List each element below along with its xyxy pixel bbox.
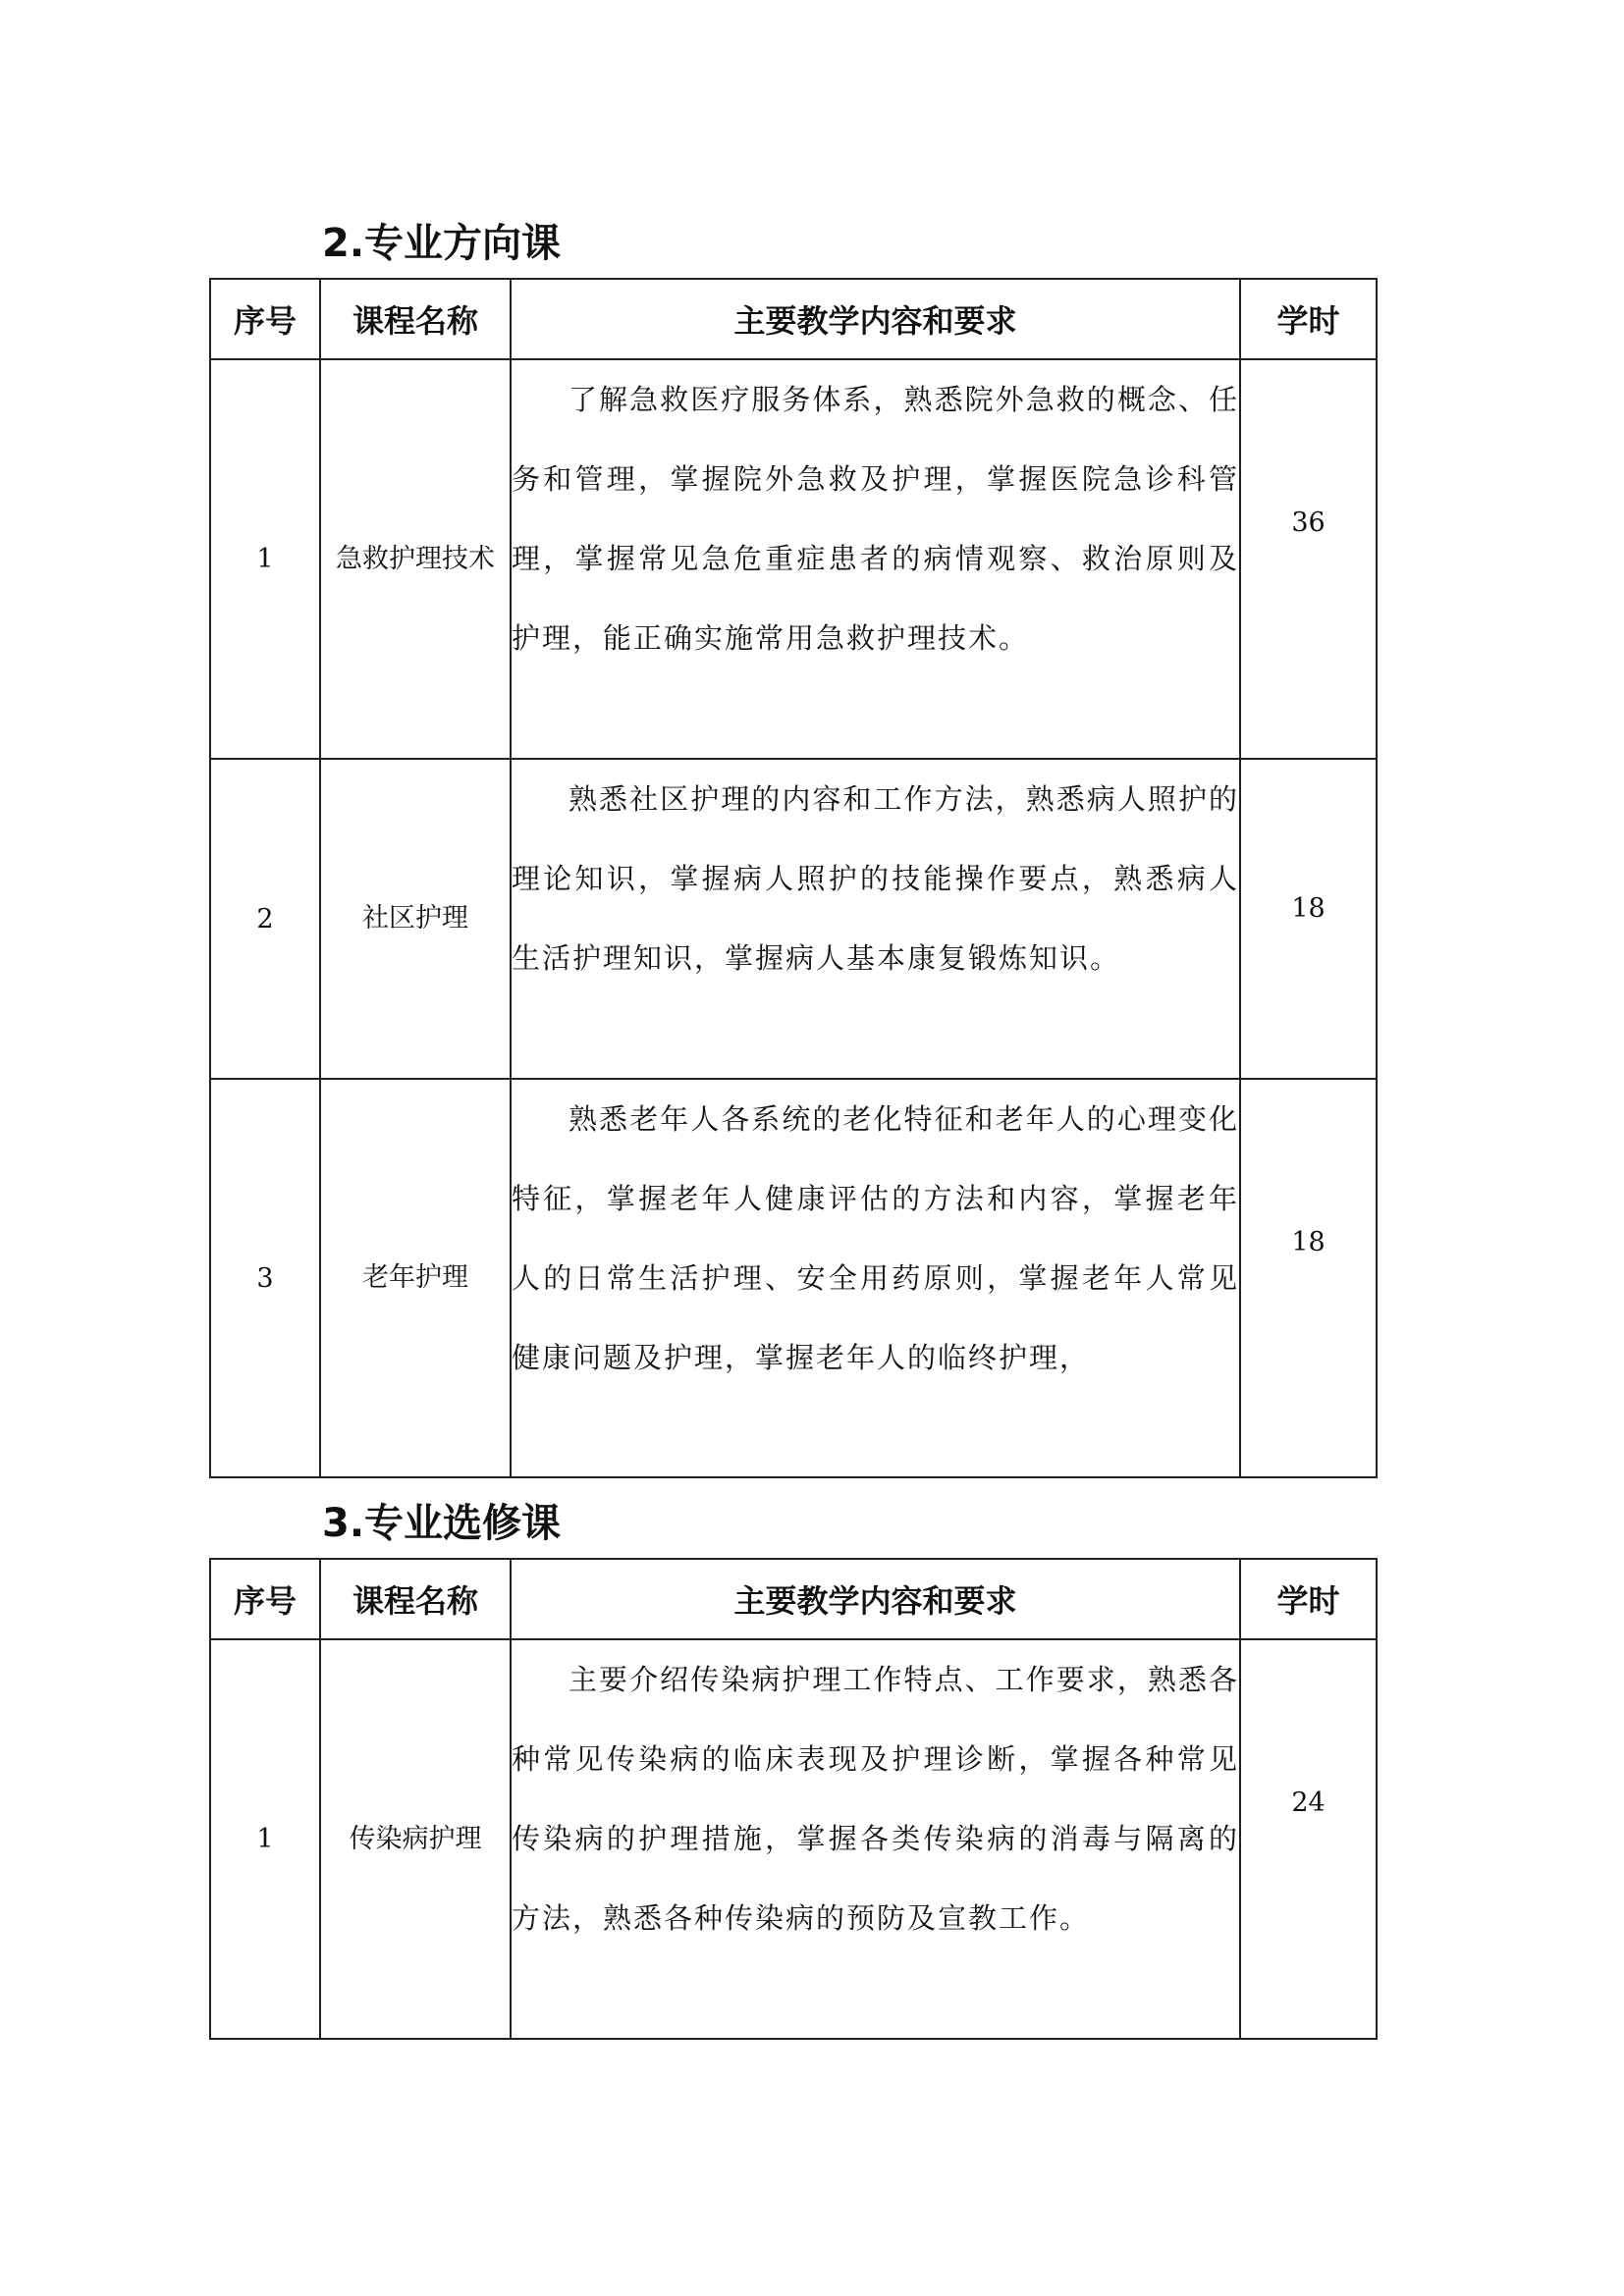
header-content: 主要教学内容和要求 [511,1559,1240,1639]
row-content [511,759,1240,1079]
row-hours-value: 18 [1291,1227,1326,1257]
header-no: 序号 [210,279,320,359]
table-row [210,359,1377,759]
row-course-name: 传染病护理 [320,1639,511,2039]
professional-direction-course-table [209,278,1378,1478]
table-row [210,759,1377,1079]
row-content-text: 熟悉社区护理的内容和工作方法，熟悉病人照护的理论知识，掌握病人照护的技能操作要点，熟悉病人生活护理知识，掌握病人基本康复锻炼知识。 [512,782,1239,975]
row-content-text: 主要介绍传染病护理工作特点、工作要求，熟悉各种常见传染病的临床表现及护理诊断，掌握各种常见传染病的护理措施，掌握各类传染病的消毒与隔离的方法，熟悉各种传染病的预防及宣教工作。 [512,1663,1239,1935]
row-hours [1240,1079,1377,1477]
row-no: 2 [210,759,320,1079]
table-row [210,1639,1377,2039]
section-2-title: 2.专业方向课 [322,221,562,266]
row-course-name: 社区护理 [320,759,511,1079]
table-header-row [210,279,1377,359]
row-content-text: 熟悉老年人各系统的老化特征和老年人的心理变化特征，掌握老年人健康评估的方法和内容，掌握老年人的日常生活护理、安全用药原则，掌握老年人常见健康问题及护理，掌握老年人的临终护理， [512,1102,1239,1374]
row-course-name: 急救护理技术 [320,359,511,759]
row-hours-value: 24 [1291,1788,1326,1818]
row-hours-value: 18 [1291,893,1326,924]
header-course-name: 课程名称 [320,279,511,359]
header-no: 序号 [210,1559,320,1639]
header-hours: 学时 [1240,1559,1377,1639]
header-course-name: 课程名称 [320,1559,511,1639]
professional-elective-course-table [209,1558,1378,2040]
header-hours: 学时 [1240,279,1377,359]
row-no: 1 [210,359,320,759]
row-hours [1240,759,1377,1079]
row-content [511,1639,1240,2039]
header-content: 主要教学内容和要求 [511,279,1240,359]
table-header-row [210,1559,1377,1639]
table-row [210,1079,1377,1477]
row-hours-value: 36 [1291,507,1326,538]
section-3-title: 3.专业选修课 [322,1501,562,1546]
row-hours [1240,1639,1377,2039]
row-no: 3 [210,1079,320,1477]
row-hours [1240,359,1377,759]
row-course-name: 老年护理 [320,1079,511,1477]
row-no: 1 [210,1639,320,2039]
row-content [511,1079,1240,1477]
row-content [511,359,1240,759]
row-content-text: 了解急救医疗服务体系，熟悉院外急救的概念、任务和管理，掌握院外急救及护理，掌握医院急诊科管理，掌握常见急危重症患者的病情观察、救治原则及护理，能正确实施常用急救护理技术。 [512,383,1239,655]
